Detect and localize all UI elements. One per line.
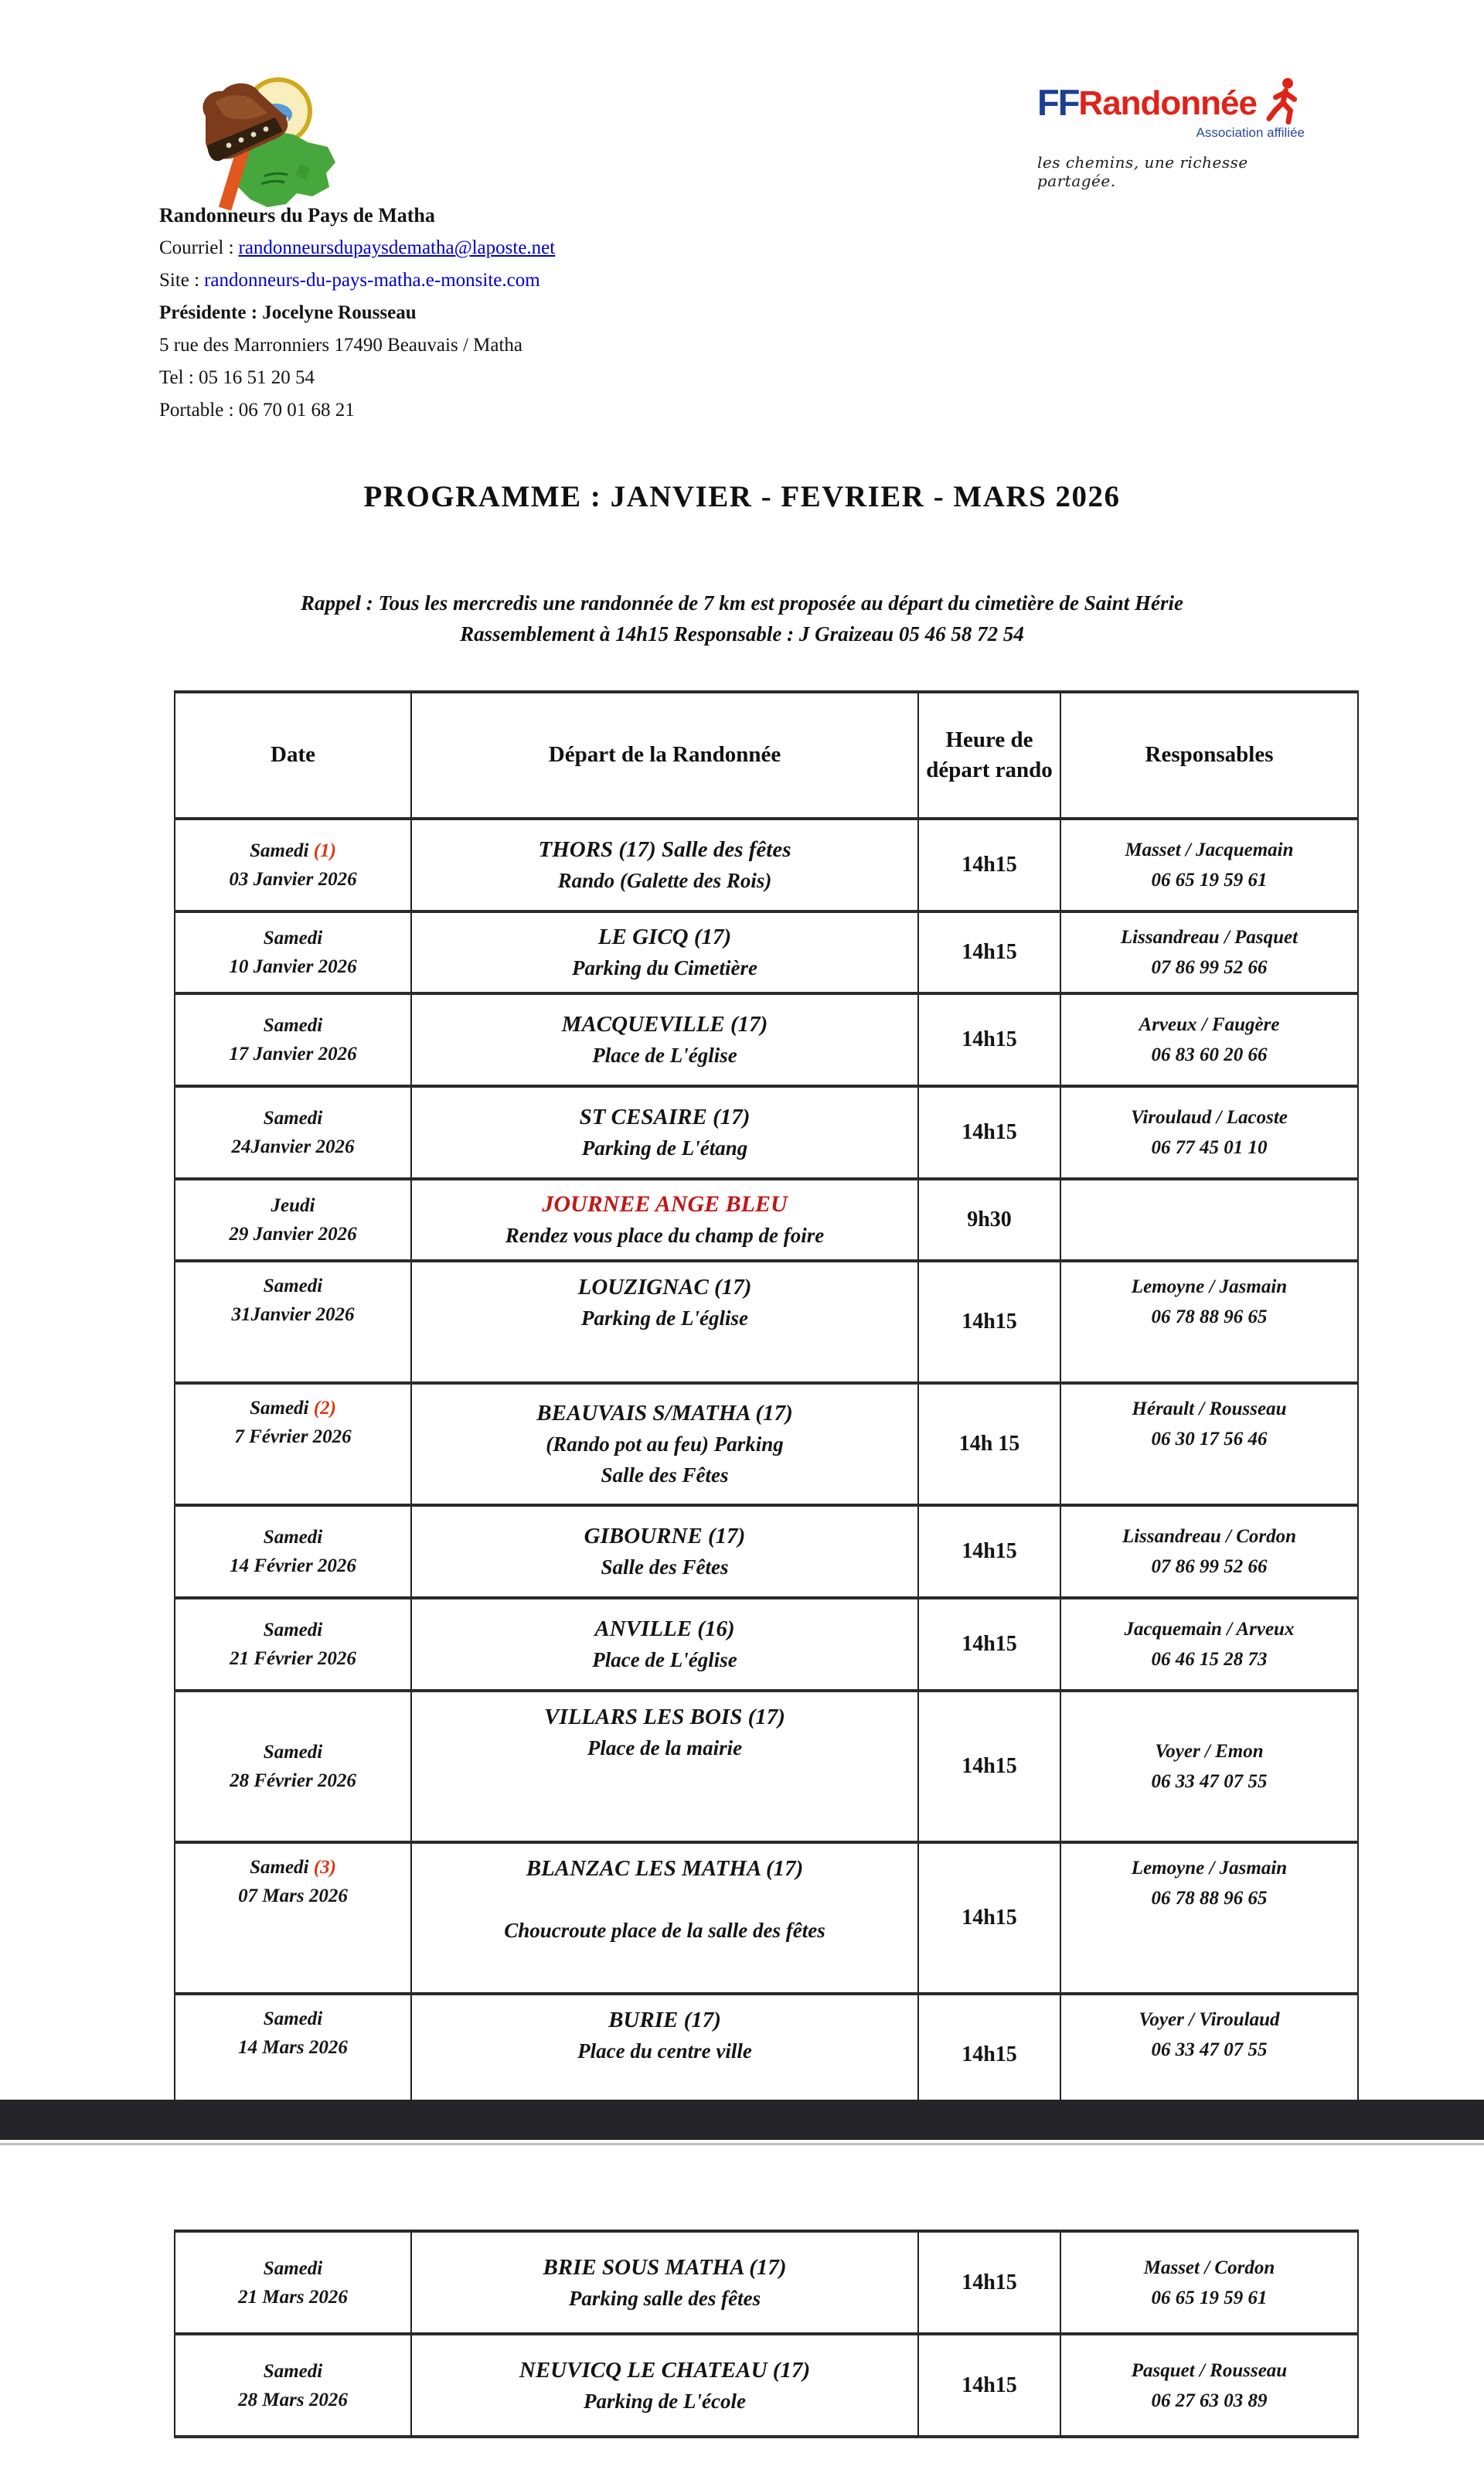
row-destination: [411, 2334, 918, 2437]
responsables-names: Viroulaud / Lacoste: [1131, 1107, 1288, 1128]
row-date-text: 24Janvier 2026: [231, 1136, 355, 1157]
row-date: [175, 1086, 411, 1179]
walking-person-icon: [1263, 77, 1303, 125]
row-destination: [411, 1086, 918, 1179]
courriel-label: Courriel :: [159, 237, 234, 258]
ffr-ff-text: FF: [1037, 82, 1079, 123]
responsables-phone: 07 86 99 52 66: [1151, 957, 1268, 978]
row-day: Samedi: [263, 1742, 323, 1763]
row-day: Samedi: [263, 1620, 323, 1640]
column-header: Responsables: [1060, 692, 1358, 819]
destination-line: [418, 1884, 911, 1915]
row-departure-time: 14h15: [918, 819, 1060, 911]
row-date: [175, 1994, 411, 2116]
row-responsables: [1060, 1994, 1358, 2116]
row-responsables: [1060, 1179, 1358, 1261]
row-day: Samedi: [263, 2008, 323, 2029]
page-title: PROGRAMME : JANVIER - FEVRIER - MARS 2026: [363, 480, 1121, 513]
row-day-note: (2): [313, 1398, 336, 1419]
site-label: Site :: [159, 270, 200, 291]
responsables-names: Lemoyne / Jasmain: [1131, 1858, 1288, 1879]
row-responsables: [1060, 1598, 1358, 1691]
schedule-row: [175, 1598, 1358, 1691]
row-day: Samedi: [263, 1015, 323, 1036]
destination-line: MACQUEVILLE (17): [561, 1012, 768, 1037]
row-date-text: 07 Mars 2026: [238, 1886, 348, 1906]
schedule-row: [175, 1086, 1358, 1179]
column-header: Départ de la Randonnée: [411, 692, 918, 819]
row-destination: [411, 1505, 918, 1598]
club-name: Randonneurs du Pays de Matha: [159, 204, 435, 227]
row-date: [175, 1179, 411, 1261]
row-departure-time: 14h15: [918, 993, 1060, 1086]
destination-line: Parking du Cimetière: [571, 956, 757, 979]
responsables-names: Masset / Cordon: [1143, 2257, 1275, 2278]
row-date: [175, 1505, 411, 1598]
row-departure-time: 14h15: [918, 911, 1060, 993]
destination-line: NEUVICQ LE CHATEAU (17): [519, 2357, 811, 2383]
destination-line: BURIE (17): [608, 2008, 721, 2032]
row-date-text: 21 Mars 2026: [238, 2286, 348, 2308]
row-destination: [411, 1842, 918, 1994]
destination-line: Salle des Fêtes: [601, 1555, 729, 1579]
destination-line: Parking salle des fêtes: [568, 2286, 761, 2310]
row-date: [175, 993, 411, 1086]
schedule-row: [175, 1842, 1358, 1994]
schedule-row: [175, 2334, 1358, 2437]
destination-line: LOUZIGNAC (17): [577, 1275, 752, 1300]
row-destination: [411, 1383, 918, 1505]
schedule-row: [175, 1505, 1358, 1598]
row-date-text: 17 Janvier 2026: [229, 1044, 357, 1065]
destination-line: VILLARS LES BOIS (17): [544, 1705, 785, 1729]
row-date-text: 28 Mars 2026: [238, 2389, 348, 2410]
row-day: Samedi (3): [250, 1857, 336, 1878]
row-responsables: [1060, 911, 1358, 993]
responsables-names: Lissandreau / Cordon: [1122, 1526, 1297, 1547]
destination-line: (Rando pot au feu) Parking: [546, 1432, 784, 1456]
row-date: [175, 2334, 411, 2437]
row-departure-time: 14h15: [918, 1842, 1060, 1994]
ffr-randonnee-text: Randonnée: [1078, 84, 1257, 122]
tel-line: Tel : 05 16 51 20 54: [159, 367, 315, 388]
row-responsables: [1060, 993, 1358, 1086]
responsables-names: Lemoyne / Jasmain: [1131, 1276, 1288, 1297]
row-date: [175, 1691, 411, 1842]
ffrandonnee-wordmark: [1037, 77, 1316, 121]
row-day: Samedi (2): [250, 1398, 336, 1419]
row-destination: [411, 1179, 918, 1261]
row-date: [175, 819, 411, 911]
responsables-phone: 06 65 19 59 61: [1151, 2287, 1268, 2308]
responsables-phone: 06 65 19 59 61: [1151, 870, 1268, 891]
row-date-text: 29 Janvier 2026: [229, 1224, 357, 1245]
row-destination: [411, 1598, 918, 1691]
ffr-tagline: les chemins, une richesse partagée.: [1037, 153, 1248, 190]
row-day: Samedi: [263, 2360, 323, 2382]
destination-line: JOURNEE ANGE BLEU: [542, 1191, 788, 1217]
schedule-row: [175, 911, 1358, 993]
destination-line: Place de L'église: [592, 1044, 737, 1067]
destination-line: Salle des Fêtes: [601, 1463, 729, 1487]
row-responsables: [1060, 2334, 1358, 2437]
row-date-text: 14 Mars 2026: [238, 2037, 348, 2058]
row-date: [175, 1383, 411, 1505]
row-departure-time: 14h 15: [918, 1383, 1060, 1505]
row-date: [175, 1598, 411, 1691]
responsables-phone: 06 46 15 28 73: [1151, 1649, 1268, 1670]
presidente-line: Présidente : Jocelyne Rousseau: [159, 302, 417, 323]
destination-line: ANVILLE (16): [594, 1616, 735, 1641]
ffrandonnee-logo: [1037, 77, 1316, 190]
site-link[interactable]: randonneurs-du-pays-matha.e-monsite.com: [204, 270, 540, 291]
portable-line: Portable : 06 70 01 68 21: [159, 400, 355, 421]
row-responsables: [1060, 2231, 1358, 2334]
destination-line: BLANZAC LES MATHA (17): [526, 1856, 804, 1881]
schedule-row: [175, 1383, 1358, 1505]
responsables-names: Jacquemain / Arveux: [1124, 1619, 1295, 1640]
responsables-names: Lissandreau / Pasquet: [1120, 927, 1298, 948]
destination-line: Rando (Galette des Rois): [557, 869, 772, 892]
page-separator-bar: [0, 2100, 1484, 2140]
rappel-line-1: Rappel : Tous les mercredis une randonnée de 7 km est proposée au départ du cimetière de Saint Hérie: [301, 591, 1183, 615]
row-date-text: 7 Février 2026: [234, 1426, 352, 1447]
row-date-text: 14 Février 2026: [230, 1555, 356, 1576]
destination-line: Place du centre ville: [577, 2039, 752, 2063]
responsables-names: Voyer / Emon: [1155, 1741, 1264, 1762]
destination-line: LE GICQ (17): [597, 925, 732, 949]
row-date-text: 31Janvier 2026: [231, 1304, 355, 1325]
row-departure-time: 14h15: [918, 1261, 1060, 1383]
destination-line: THORS (17) Salle des fêtes: [538, 837, 791, 862]
responsables-phone: 06 78 88 96 65: [1151, 1306, 1268, 1327]
row-date: [175, 1261, 411, 1383]
responsables-phone: 06 77 45 01 10: [1151, 1137, 1268, 1158]
row-destination: [411, 2231, 918, 2334]
row-departure-time: 14h15: [918, 1691, 1060, 1842]
club-info-block: [159, 199, 555, 427]
club-logo: [184, 71, 340, 210]
program-table-1: [174, 690, 1359, 2117]
responsables-phone: 06 78 88 96 65: [1151, 1888, 1268, 1909]
row-departure-time: 14h15: [918, 1505, 1060, 1598]
row-responsables: [1060, 1505, 1358, 1598]
row-date-text: 28 Février 2026: [230, 1770, 356, 1791]
row-destination: [411, 1261, 918, 1383]
row-destination: [411, 1691, 918, 1842]
row-day-note: (3): [313, 1857, 336, 1878]
courriel-link[interactable]: randonneursdupaysdematha@laposte.net: [238, 237, 556, 258]
row-date: [175, 2231, 411, 2334]
responsables-phone: 07 86 99 52 66: [1151, 1556, 1268, 1577]
destination-line: BEAUVAIS S/MATHA (17): [536, 1401, 793, 1426]
row-departure-time: 14h15: [918, 2231, 1060, 2334]
row-day-note: (1): [313, 840, 336, 861]
responsables-names: Pasquet / Rousseau: [1131, 2359, 1288, 2381]
ffr-affiliation-text: Association affiliée: [1196, 125, 1305, 140]
row-day: Samedi (1): [250, 840, 336, 861]
responsables-phone: 06 33 47 07 55: [1151, 1771, 1268, 1792]
site-line: [159, 264, 555, 297]
row-departure-time: 14h15: [918, 2334, 1060, 2437]
row-day: Samedi: [263, 928, 323, 949]
address-line: 5 rue des Marronniers 17490 Beauvais / Matha: [159, 335, 523, 356]
schedule-row: [175, 819, 1358, 911]
destination-line: Choucroute place de la salle des fêtes: [504, 1919, 825, 1942]
responsables-phone: 06 33 47 07 55: [1151, 2039, 1268, 2060]
row-destination: [411, 911, 918, 993]
hiking-boot-logo-icon: [184, 71, 340, 210]
destination-line: Parking de L'école: [584, 2389, 746, 2413]
row-destination: [411, 819, 918, 911]
rappel-note: [0, 588, 1484, 649]
destination-line: Parking de L'étang: [581, 1136, 748, 1160]
destination-line: Place de L'église: [592, 1648, 737, 1671]
responsables-phone: 06 83 60 20 66: [1151, 1044, 1268, 1065]
row-date: [175, 1842, 411, 1994]
column-header: Heure de départ rando: [918, 692, 1060, 819]
row-day: Samedi: [263, 1276, 323, 1296]
responsables-phone: 06 27 63 03 89: [1151, 2390, 1268, 2411]
row-destination: [411, 1994, 918, 2116]
row-date-text: 21 Février 2026: [230, 1648, 356, 1669]
row-responsables: [1060, 1842, 1358, 1994]
row-destination: [411, 993, 918, 1086]
row-day: Jeudi: [271, 1195, 315, 1216]
table-header-row: [175, 692, 1358, 819]
row-date-text: 10 Janvier 2026: [229, 956, 357, 977]
row-departure-time: 14h15: [918, 1598, 1060, 1691]
schedule-row: [175, 1261, 1358, 1383]
responsables-names: Arveux / Faugère: [1139, 1014, 1280, 1035]
responsables-names: Voyer / Viroulaud: [1139, 2009, 1280, 2030]
program-table-2: [174, 2230, 1359, 2438]
responsables-names: Masset / Jacquemain: [1125, 840, 1294, 860]
row-responsables: [1060, 1383, 1358, 1505]
page-separator-shadow: [0, 2143, 1484, 2145]
courriel-line: [159, 232, 555, 264]
row-departure-time: 9h30: [918, 1179, 1060, 1261]
schedule-row: [175, 1994, 1358, 2116]
row-departure-time: 14h15: [918, 1994, 1060, 2116]
row-responsables: [1060, 1086, 1358, 1179]
row-day: Samedi: [263, 2257, 323, 2279]
destination-line: Place de la mairie: [587, 1736, 743, 1760]
responsables-names: Hérault / Rousseau: [1132, 1398, 1287, 1419]
row-responsables: [1060, 1261, 1358, 1383]
schedule-row: [175, 1179, 1358, 1261]
row-day: Samedi: [263, 1108, 323, 1129]
destination-line: BRIE SOUS MATHA (17): [543, 2254, 787, 2280]
row-date: [175, 911, 411, 993]
destination-line: GIBOURNE (17): [584, 1524, 746, 1548]
row-date-text: 03 Janvier 2026: [229, 869, 357, 890]
destination-line: Parking de L'église: [581, 1306, 748, 1330]
schedule-row: [175, 2231, 1358, 2334]
rappel-line-2: Rassemblement à 14h15 Responsable : J Graizeau 05 46 58 72 54: [460, 622, 1024, 646]
schedule-row: [175, 1691, 1358, 1842]
row-responsables: [1060, 1691, 1358, 1842]
row-departure-time: 14h15: [918, 1086, 1060, 1179]
schedule-row: [175, 993, 1358, 1086]
destination-line: Rendez vous place du champ de foire: [505, 1224, 825, 1247]
responsables-phone: 06 30 17 56 46: [1151, 1429, 1268, 1450]
row-responsables: [1060, 819, 1358, 911]
column-header: Date: [175, 692, 411, 819]
destination-line: ST CESAIRE (17): [579, 1105, 751, 1129]
row-day: Samedi: [263, 1527, 323, 1548]
